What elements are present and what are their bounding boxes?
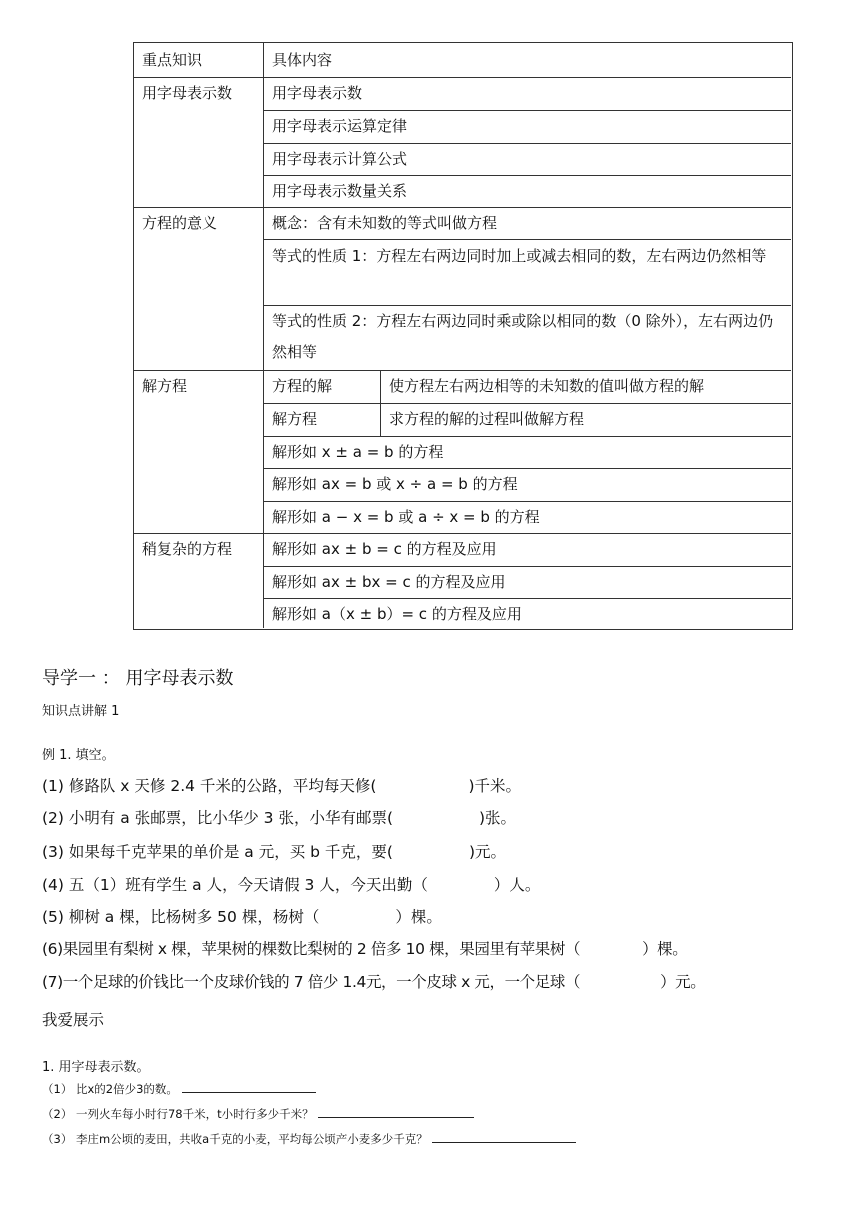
table-cell: 解形如 ax ± bx = c 的方程及应用 [272, 573, 506, 591]
group-label-letters: 用字母表示数 [142, 84, 233, 102]
knowledge-table [133, 42, 793, 630]
table-cell-term: 方程的解 [272, 377, 333, 395]
exercise-text: （3） 李庄m公顷的麦田，共收a千克的小麦，平均每公顷产小麦多少千克？ [42, 1132, 428, 1146]
table-cell-definition: 求方程的解的过程叫做解方程 [389, 410, 585, 428]
answer-line[interactable] [182, 1080, 316, 1093]
table-header-content: 具体内容 [272, 51, 333, 69]
example-text: ）棵。 [642, 940, 688, 958]
example-text: (2) 小明有 a 张邮票，比小华少 3 张，小华有邮票( [42, 809, 393, 827]
example-text: )千米。 [468, 777, 522, 795]
section-subtitle: 知识点讲解 1 [42, 704, 120, 719]
exercise-item [42, 1130, 576, 1147]
group-label-solve-equation: 解方程 [142, 377, 188, 395]
group-label-equation-meaning: 方程的意义 [142, 214, 218, 232]
table-cell: 用字母表示计算公式 [272, 150, 408, 168]
example-item [42, 905, 442, 927]
example-item [42, 840, 506, 862]
exercise-title: 1. 用字母表示数。 [42, 1060, 150, 1075]
table-cell: 用字母表示运算定律 [272, 117, 408, 135]
example-item [42, 937, 687, 959]
example-title: 例 1. 填空。 [42, 748, 115, 763]
example-text: (4) 五（1）班有学生 a 人，今天请假 3 人，今天出勤（ [42, 876, 428, 894]
table-cell: 等式的性质 2：方程左右两边同时乘或除以相同的数（0 除外），左右两边仍然相等 [272, 312, 774, 361]
table-cell-definition: 使方程左右两边相等的未知数的值叫做方程的解 [389, 377, 705, 395]
group-label-complex-equation: 稍复杂的方程 [142, 540, 233, 558]
table-cell: 用字母表示数量关系 [272, 182, 408, 200]
table-cell: 解形如 ax ± b = c 的方程及应用 [272, 540, 497, 558]
exercise-text: （1） 比x的2倍少3的数。 [42, 1082, 178, 1096]
example-item [42, 774, 521, 796]
example-text: ）人。 [493, 876, 541, 894]
table-cell: 解形如 x ± a = b 的方程 [272, 443, 444, 461]
example-item [42, 806, 516, 828]
answer-line[interactable] [318, 1105, 474, 1118]
example-text: (1) 修路队 x 天修 2.4 千米的公路，平均每天修( [42, 777, 377, 795]
example-text: (7)一个足球的价钱比一个皮球价钱的 7 倍少 1.4元，一个皮球 x 元，一个足球（ [42, 973, 581, 991]
table-row-line [263, 239, 791, 240]
table-row-line [134, 77, 791, 78]
table-cell: 解形如 a − x = b 或 a ÷ x = b 的方程 [272, 508, 540, 526]
example-text: ）棵。 [395, 908, 442, 926]
example-text: (6)果园里有梨树 x 棵，苹果树的棵数比梨树的 2 倍多 10 棵，果园里有苹果树（ [42, 940, 581, 958]
exercise-item [42, 1105, 474, 1122]
answer-line[interactable] [432, 1130, 576, 1143]
showcase-title: 我爱展示 [42, 1011, 105, 1029]
table-cell: 解形如 a（x ± b）= c 的方程及应用 [272, 605, 522, 623]
example-text: (3) 如果每千克苹果的单价是 a 元，买 b 千克，要( [42, 843, 393, 861]
example-item [42, 970, 705, 992]
exercise-text: （2） 一列火车每小时行78千米，t小时行多少千米？ [42, 1107, 314, 1121]
section-title: 导学一 ： 用字母表示数 [42, 668, 234, 689]
table-header-topic: 重点知识 [142, 51, 203, 69]
example-text: )元。 [468, 843, 507, 861]
example-text: (5) 柳树 a 棵，比杨树多 50 棵，杨树（ [42, 908, 320, 926]
table-cell: 解形如 ax = b 或 x ÷ a = b 的方程 [272, 475, 518, 493]
example-item [42, 873, 540, 895]
example-text: )张。 [479, 809, 517, 827]
table-cell-term: 解方程 [272, 410, 318, 428]
table-cell: 等式的性质 1：方程左右两边同时加上或减去相同的数，左右两边仍然相等 [272, 247, 767, 265]
exercise-item [42, 1080, 316, 1097]
table-cell: 用字母表示数 [272, 84, 363, 102]
table-cell: 概念：含有未知数的等式叫做方程 [272, 214, 498, 232]
example-text: ）元。 [660, 973, 706, 991]
